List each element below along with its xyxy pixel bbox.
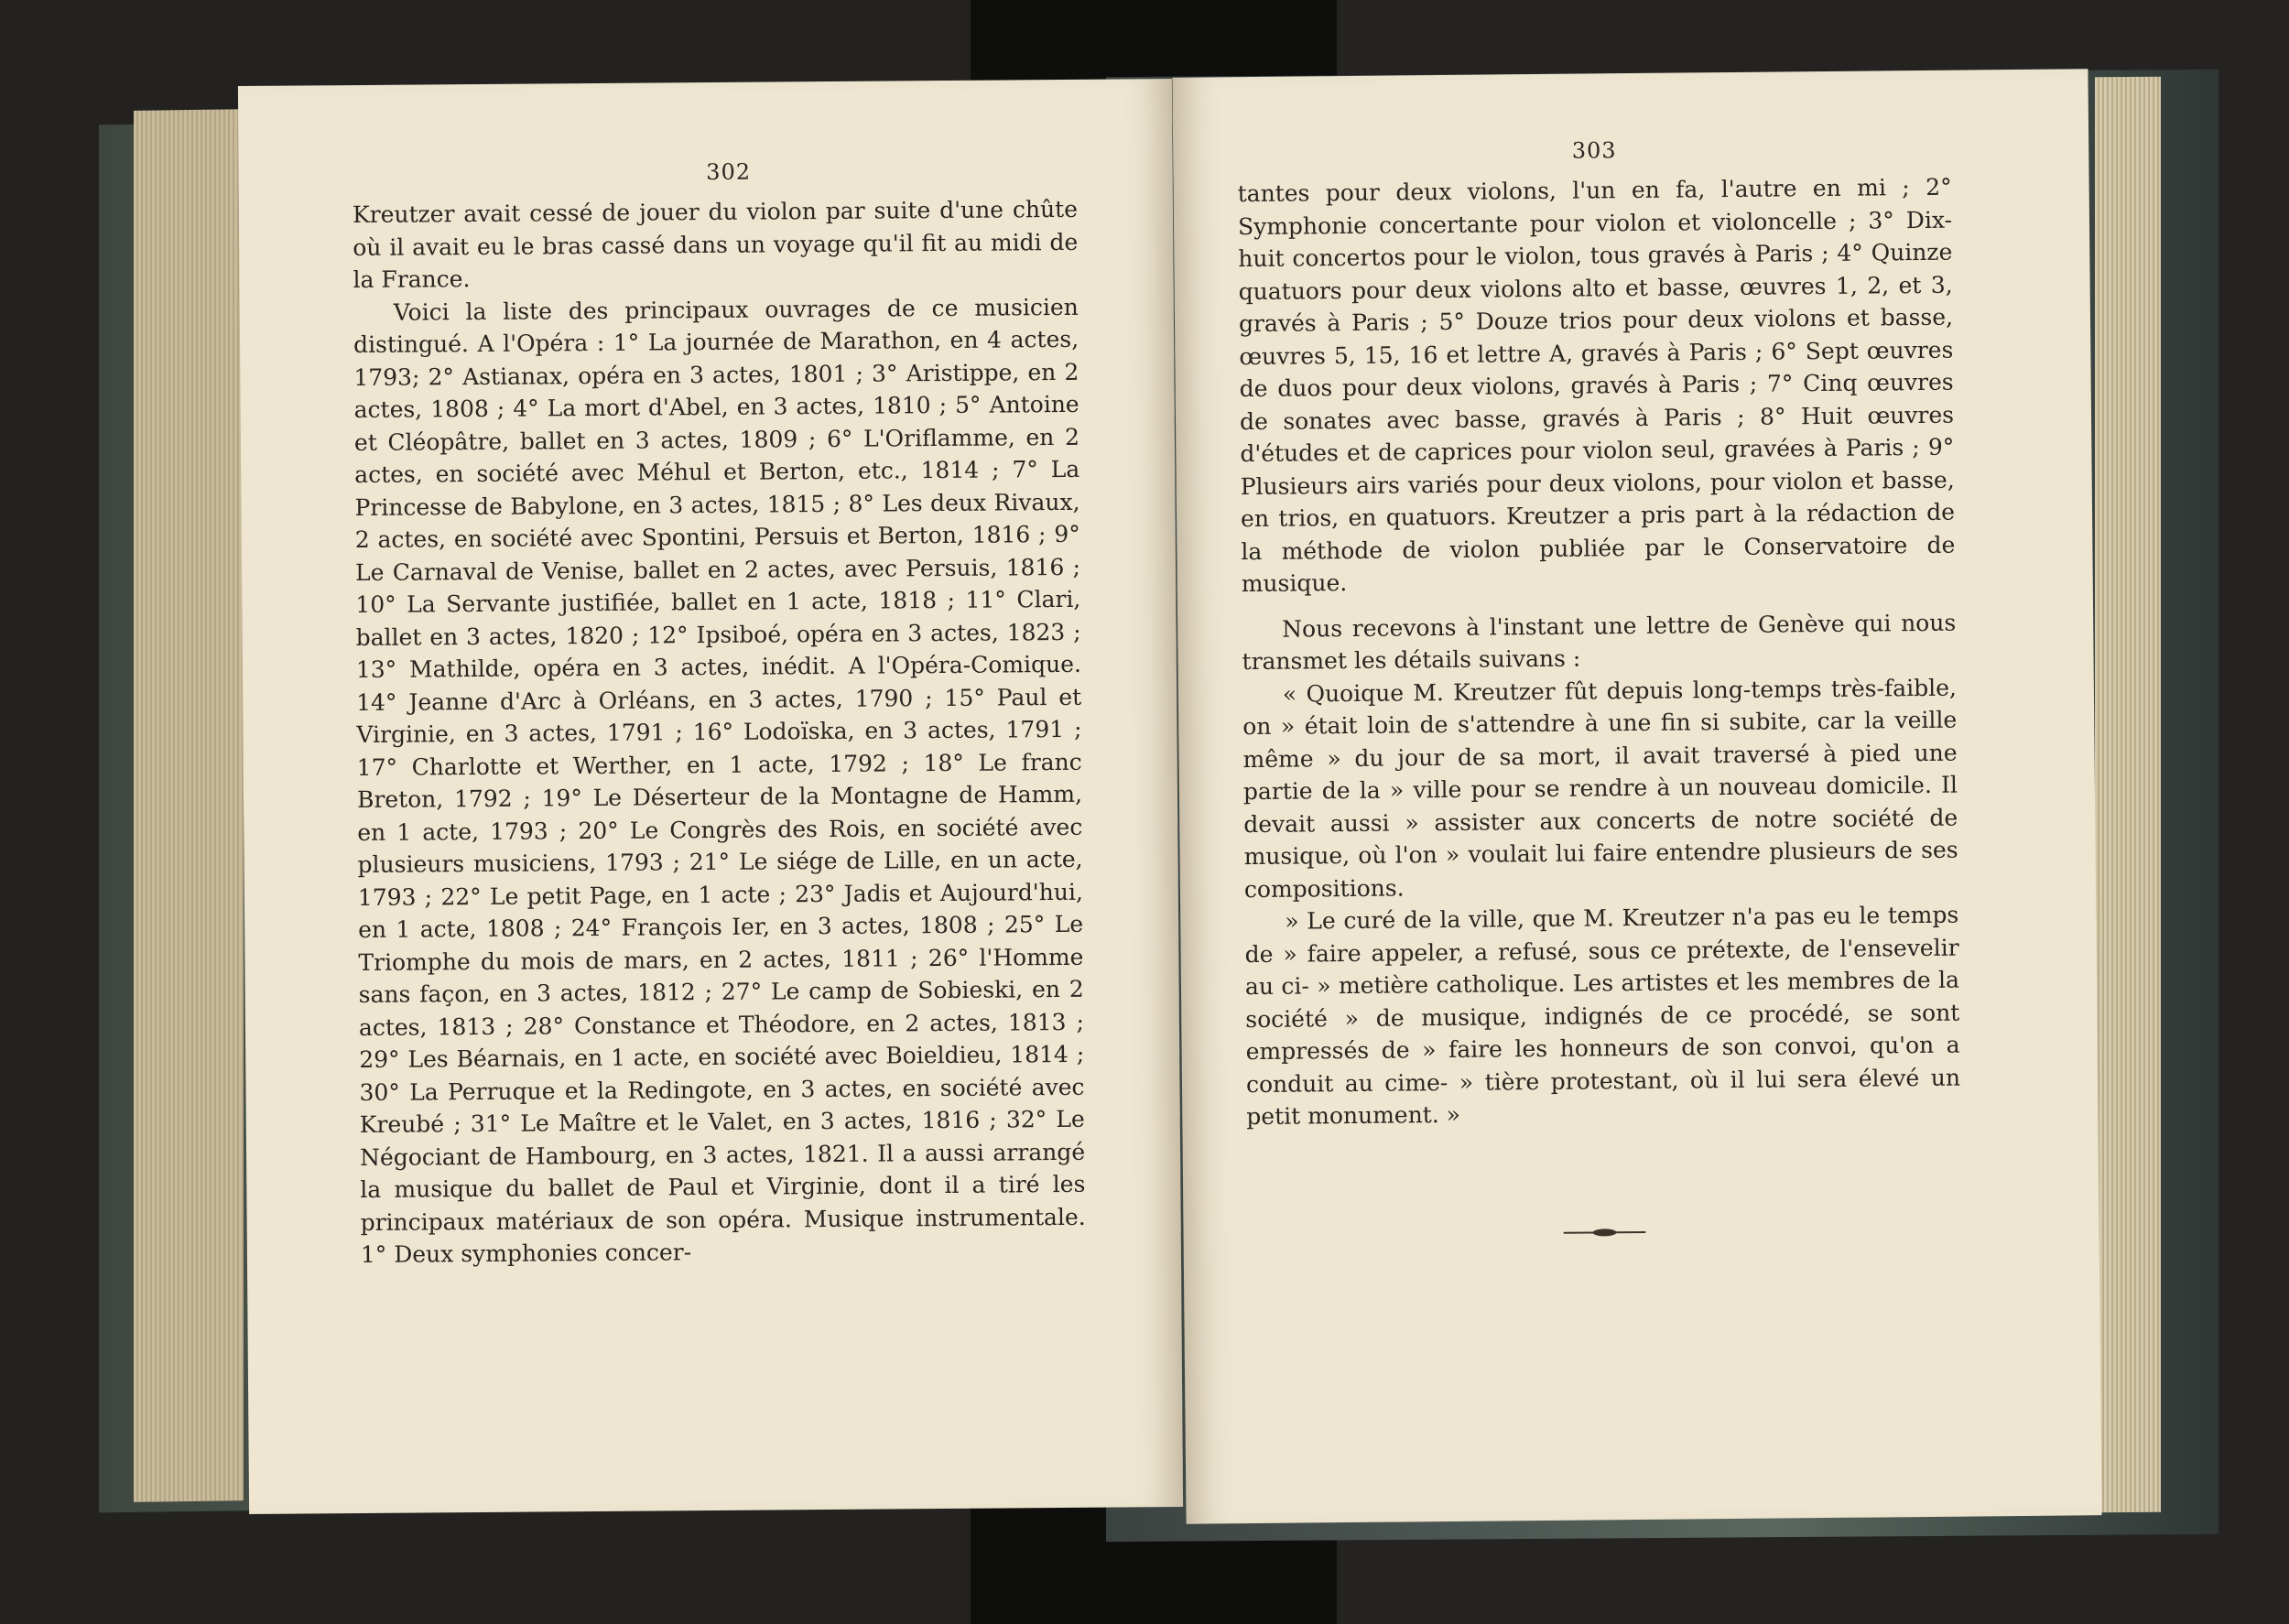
right-page (1172, 69, 2101, 1524)
page-edges-right (2095, 77, 2161, 1513)
left-page (238, 79, 1183, 1514)
quote-paragraph: « Quoique M. Kreutzer fût depuis long-temps très-faible, on » était loin de s'attendre à une fin si subite, car la veille même » du jour de sa mort, il avait traversé à pied une partie de la » ville pour se rendre à un nouveau domicile. Il devait aussi » assister aux concerts de notre société de musique, où l'on » voulait lui faire entendre plusieurs de ses compositions. (1242, 674, 1958, 903)
ornamental-rule-icon (1564, 1228, 1646, 1236)
open-book (99, 73, 2205, 1575)
paragraph: Voici la liste des principaux ouvrages de ce musicien distingué. A l'Opéra : 1° La journée de Marathon, en 4 actes, 1793; 2° Astianax, opéra en 3 actes, 1801 ; 3° Aristippe, en 2 actes, 1808 ; 4° La mort d'Abel, en 3 actes, 1810 ; 5° Antoine et Cléopâtre, ballet en 3 actes, 1809 ; 6° L'Oriflamme, en 2 actes, en société avec Méhul et Berton, etc., 1814 ; 7° La Princesse de Babylone, en 3 actes, 1815 ; 8° Les deux Rivaux, 2 actes, en société avec Spontini, Persuis et Berton, 1816 ; 9° Le Carnaval de Venise, ballet en 2 actes, avec Persuis, 1816 ; 10° La Servante justifiée, ballet en 1 acte, 1818 ; 11° Clari, ballet en 3 actes, 1820 ; 12° Ipsiboé, opéra en 3 actes, 1823 ; 13° Mathilde, opéra en 3 actes, inédit. A l'Opéra-Comique. 14° Jeanne d'Arc à Orléans, en 3 actes, 1790 ; 15° Paul et Virginie, en 3 actes, 1791 ; 16° Lodoïska, en 3 actes, 1791 ; 17° Charlotte et Werther, en 1 acte, 1792 ; 18° Le franc Breton, 1792 ; 19° Le Déserteur de la Montagne de Hamm, en 1 acte, 1793 ; 20° Le Congrès des Rois, en société avec plusieurs musiciens, 1793 ; 21° Le siége de Lille, en un acte, 1793 ; 22° Le petit Page, en 1 acte ; 23° Jadis et Aujourd'hui, en 1 acte, 1808 ; 24° François Ier, en 3 actes, 1808 ; 25° Le Triomphe du mois de mars, en 2 actes, 1811 ; 26° l'Homme sans façon, en 3 actes, 1812 ; 27° Le camp de Sobieski, en 2 actes, 1813 ; 28° Constance et Théodore, en 2 actes, 1813 ; 29° Les Béarnais, en 1 acte, en société avec Boieldieu, 1814 ; 30° La Perruque et la Redingote, en 3 actes, en société avec Kreubé ; 31° Le Maître et le Valet, en 3 actes, 1816 ; 32° Le Négociant de Hambourg, en 3 actes, 1821. Il a aussi arrangé la musique du ballet de Paul et Virginie, dont il a tiré les principaux matériaux de son opéra. Musique instrumentale. 1° Deux symphonies concer- (353, 293, 1086, 1269)
quote-paragraph: » Le curé de la ville, que M. Kreutzer n'a pas eu le temps de » faire appeler, a refusé, sous ce prétexte, de l'ensevelir au ci- » metière catholique. Les artistes et les membres de la société » de musique, indignés de ce procédé, se sont empressés de » faire les honneurs de son convoi, qu'on a conduit au cime- » tière protestant, où il lui sera élevé un petit monument. » (1244, 901, 1961, 1131)
page-edges-left (134, 109, 244, 1502)
paragraph: Nous recevons à l'instant une lettre de Genève qui nous transmet les détails suivans : (1242, 609, 1957, 676)
page-number-right: 303 (1571, 137, 1617, 164)
paragraph: Kreutzer avait cessé de jouer du violon par suite d'une chûte où il avait eu le bras cassé dans un voyage qu'il fit au midi de la France. (352, 195, 1079, 294)
page-number-left: 302 (706, 158, 752, 186)
paragraph: tantes pour deux violons, l'un en fa, l'autre en mi ; 2° Symphonie concertante pour violon et violoncelle ; 3° Dix-huit concertos pour le violon, tous gravés à Paris ; 4° Quinze quatuors pour deux violons alto et basse, œuvres 1, 2, et 3, gravés à Paris ; 5° Douze trios pour deux violons et basse, œuvres 5, 15, 16 et lettre A, gravés à Paris ; 6° Sept œuvres de duos pour deux violons, gravés à Paris ; 7° Cinq œuvres de sonates avec basse, gravés à Paris ; 8° Huit œuvres d'études et de caprices pour violon seul, gravées à Paris ; 9° Plusieurs airs variés pour deux violons, pour violon et basse, en trios, en quatuors. Kreutzer a pris part à la rédaction de la méthode de violon publiée par le Conservatoire de musique. (1237, 173, 1956, 598)
